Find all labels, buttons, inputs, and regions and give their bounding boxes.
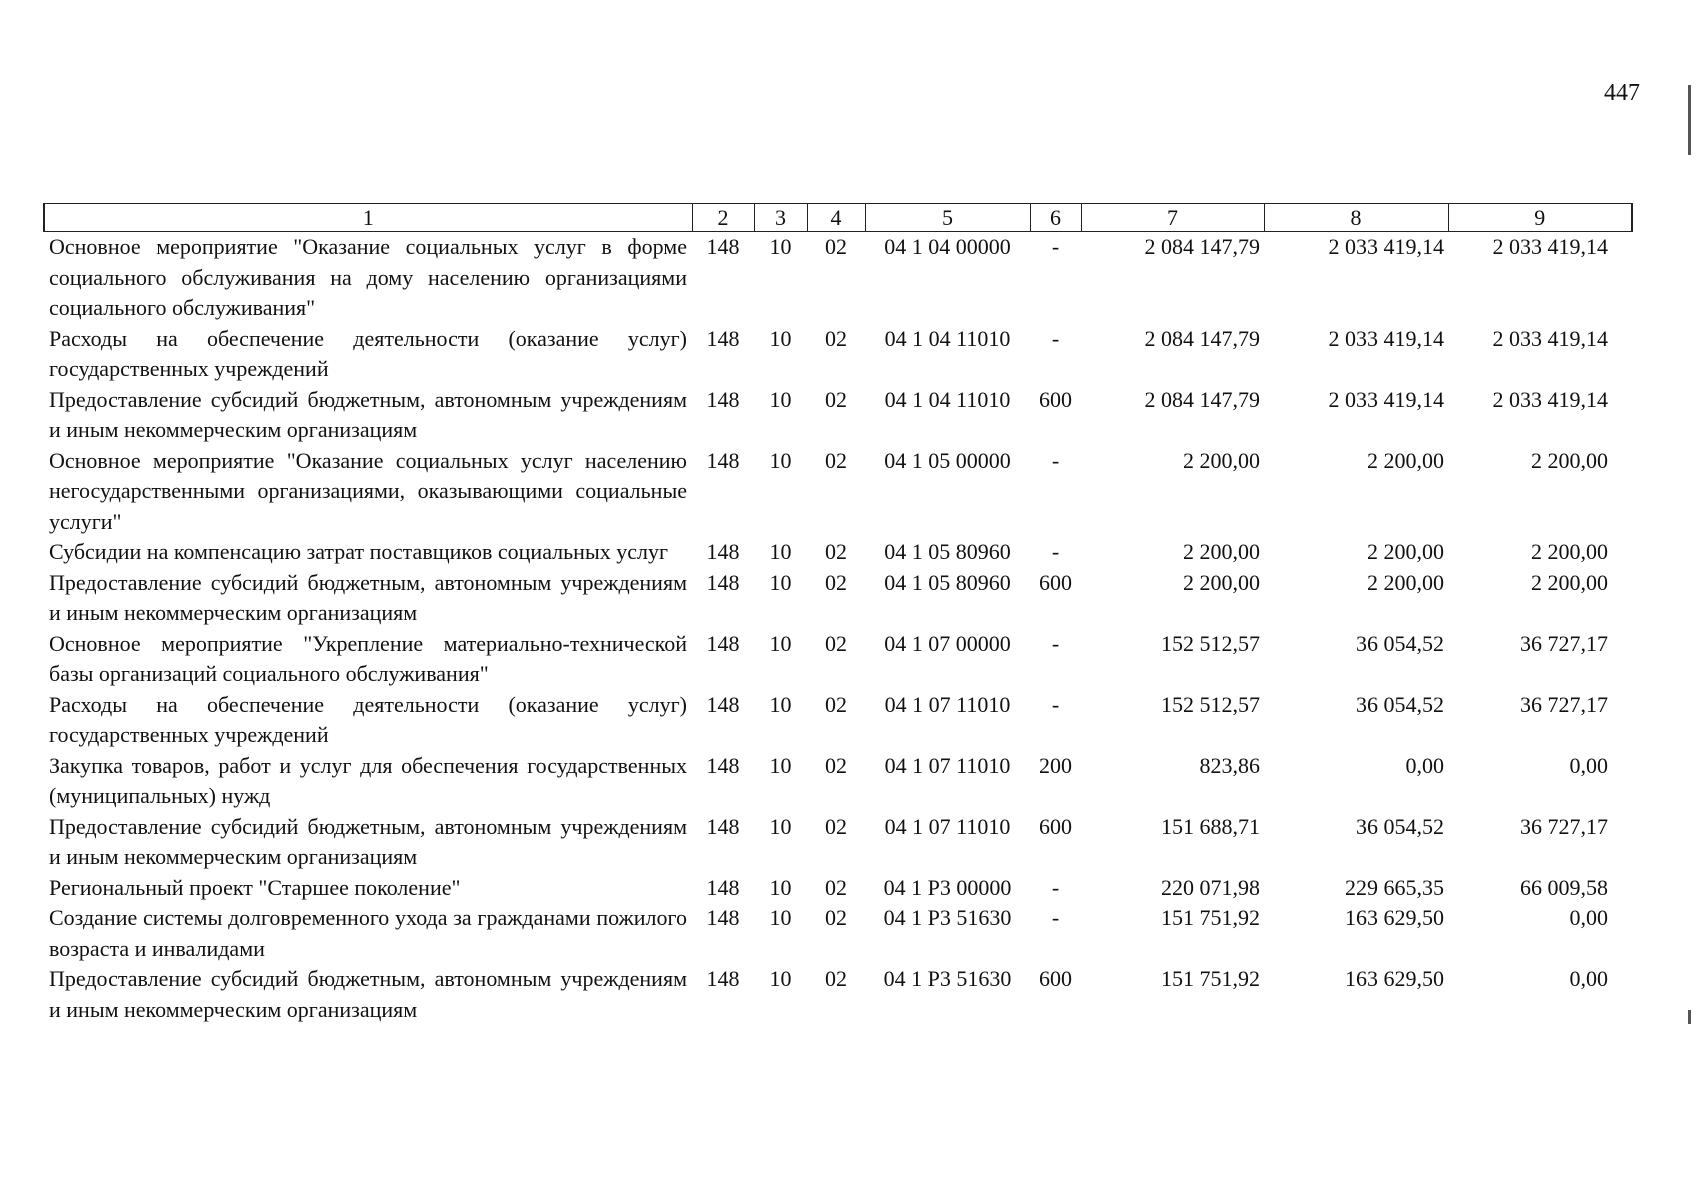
subsection-cell: 02 <box>825 539 847 564</box>
table-row <box>44 812 1632 873</box>
scan-edge-mark <box>1688 1010 1691 1024</box>
description-cell: Расходы на обеспечение деятельности (оказание услуг) государственных учреждений <box>49 691 687 747</box>
amount-cell: 36 054,52 <box>1356 691 1444 717</box>
header-row <box>44 204 1632 232</box>
subsection-cell: 02 <box>825 447 847 473</box>
column-header-5: 5 <box>865 204 1030 232</box>
page-number: 447 <box>1604 80 1640 106</box>
amount-cell: 2 084 147,79 <box>1144 386 1260 412</box>
subsection-cell: 02 <box>825 234 847 259</box>
table-row <box>44 446 1632 538</box>
amount-cell: 2 200,00 <box>1367 539 1444 564</box>
budget-table <box>43 203 1633 1025</box>
amount-cell: 2 033 419,14 <box>1328 386 1444 412</box>
amount-cell: 2 200,00 <box>1367 447 1444 473</box>
description-cell: Расходы на обеспечение деятельности (оказание услуг) государственных учреждений <box>49 325 687 381</box>
subsection-cell: 02 <box>825 325 847 351</box>
expense-type-cell: - <box>1051 630 1060 656</box>
amount-cell: 2 033 419,14 <box>1328 325 1444 351</box>
code-cell: 148 <box>706 905 740 930</box>
description-cell: Региональный проект "Старшее поколение" <box>49 874 461 900</box>
code-cell: 148 <box>706 325 740 351</box>
column-header-1: 1 <box>44 204 692 232</box>
column-header-4: 4 <box>807 204 865 232</box>
amount-cell: 2 033 419,14 <box>1492 234 1608 259</box>
subsection-cell: 02 <box>825 966 847 991</box>
description-cell: Предоставление субсидий бюджетным, автономным учреждениям и иным некоммерческим организациям <box>49 813 687 869</box>
section-cell: 10 <box>769 752 792 778</box>
description-cell: Предоставление субсидий бюджетным, автономным учреждениям и иным некоммерческим организациям <box>49 386 687 442</box>
amount-cell: 36 727,17 <box>1520 630 1608 656</box>
expense-type-cell: - <box>1051 905 1060 930</box>
subsection-cell: 02 <box>825 874 847 900</box>
amount-cell: 2 033 419,14 <box>1492 386 1608 412</box>
column-header-6: 6 <box>1030 204 1081 232</box>
description-cell: Закупка товаров, работ и услуг для обеспечения государственных (муниципальных) нужд <box>49 752 687 808</box>
amount-cell: 229 665,35 <box>1345 874 1444 900</box>
amount-cell: 163 629,50 <box>1345 966 1444 991</box>
code-cell: 148 <box>706 539 740 564</box>
expense-type-cell: - <box>1051 539 1060 564</box>
expense-type-cell: 600 <box>1039 813 1072 839</box>
subsection-cell: 02 <box>825 691 847 717</box>
expense-type-cell: 600 <box>1039 569 1072 595</box>
amount-cell: 2 084 147,79 <box>1144 325 1260 351</box>
amount-cell: 0,00 <box>1569 752 1608 778</box>
code-cell: 148 <box>706 447 740 473</box>
column-header-7: 7 <box>1081 204 1264 232</box>
amount-cell: 0,00 <box>1569 905 1608 930</box>
section-cell: 10 <box>769 234 792 259</box>
section-cell: 10 <box>769 874 792 900</box>
table-row <box>44 568 1632 629</box>
code-cell: 148 <box>706 386 740 412</box>
code-cell: 148 <box>706 752 740 778</box>
expense-type-cell: 600 <box>1039 966 1072 991</box>
target-article-cell: 04 1 05 80960 <box>884 569 1011 595</box>
target-article-cell: 04 1 P3 51630 <box>883 905 1012 930</box>
description-cell: Основное мероприятие "Укрепление материально-технической базы организаций социального обслуживания" <box>49 630 687 686</box>
section-cell: 10 <box>769 386 792 412</box>
table-row <box>44 324 1632 385</box>
amount-cell: 0,00 <box>1569 966 1608 991</box>
target-article-cell: 04 1 P3 00000 <box>883 874 1012 900</box>
amount-cell: 220 071,98 <box>1161 874 1260 900</box>
subsection-cell: 02 <box>825 752 847 778</box>
amount-cell: 2 200,00 <box>1183 569 1260 595</box>
section-cell: 10 <box>769 630 792 656</box>
description-cell: Предоставление субсидий бюджетным, автономным учреждениям и иным некоммерческим организациям <box>49 966 687 1022</box>
table-row <box>44 873 1632 904</box>
column-header-3: 3 <box>754 204 807 232</box>
target-article-cell: 04 1 04 00000 <box>884 234 1011 259</box>
expense-type-cell: 600 <box>1039 386 1072 412</box>
table-row <box>44 232 1632 324</box>
amount-cell: 823,86 <box>1199 752 1260 778</box>
expense-type-cell: - <box>1051 447 1060 473</box>
target-article-cell: 04 1 07 11010 <box>884 691 1011 717</box>
code-cell: 148 <box>706 569 740 595</box>
code-cell: 148 <box>706 874 740 900</box>
subsection-cell: 02 <box>825 905 847 930</box>
table-row <box>44 751 1632 812</box>
subsection-cell: 02 <box>825 630 847 656</box>
table-row <box>44 537 1632 568</box>
table-row <box>44 690 1632 751</box>
amount-cell: 2 200,00 <box>1183 447 1260 473</box>
target-article-cell: 04 1 07 11010 <box>884 813 1011 839</box>
subsection-cell: 02 <box>825 386 847 412</box>
amount-cell: 36 727,17 <box>1520 813 1608 839</box>
section-cell: 10 <box>769 325 792 351</box>
scan-edge-mark <box>1688 85 1691 155</box>
amount-cell: 2 033 419,14 <box>1328 234 1444 259</box>
section-cell: 10 <box>769 905 792 930</box>
amount-cell: 36 054,52 <box>1356 813 1444 839</box>
column-header-2: 2 <box>692 204 754 232</box>
subsection-cell: 02 <box>825 569 847 595</box>
code-cell: 148 <box>706 630 740 656</box>
section-cell: 10 <box>769 569 792 595</box>
amount-cell: 2 200,00 <box>1183 539 1260 564</box>
subsection-cell: 02 <box>825 813 847 839</box>
table-row <box>44 629 1632 690</box>
section-cell: 10 <box>769 813 792 839</box>
section-cell: 10 <box>769 966 792 991</box>
description-cell: Предоставление субсидий бюджетным, автономным учреждениям и иным некоммерческим организациям <box>49 569 687 625</box>
amount-cell: 2 033 419,14 <box>1492 325 1608 351</box>
amount-cell: 2 200,00 <box>1531 447 1608 473</box>
code-cell: 148 <box>706 691 740 717</box>
expense-type-cell: - <box>1051 325 1060 351</box>
description-cell: Основное мероприятие "Оказание социальных услуг населению негосударственными организациями, оказывающими социальные услуги" <box>49 447 687 534</box>
table-row <box>44 385 1632 446</box>
code-cell: 148 <box>706 813 740 839</box>
column-header-9: 9 <box>1448 204 1632 232</box>
expense-type-cell: - <box>1051 874 1060 900</box>
description-cell: Основное мероприятие "Оказание социальных услуг в форме социального обслуживания на дому населению организациями социального обслуживания" <box>49 234 687 320</box>
code-cell: 148 <box>706 966 740 991</box>
amount-cell: 163 629,50 <box>1345 905 1444 930</box>
amount-cell: 2 084 147,79 <box>1144 234 1260 259</box>
description-cell: Создание системы долговременного ухода за гражданами пожилого возраста и инвалидами <box>49 905 687 961</box>
amount-cell: 152 512,57 <box>1161 630 1260 656</box>
expense-type-cell: - <box>1051 691 1060 717</box>
expense-type-cell: - <box>1051 234 1060 259</box>
amount-cell: 66 009,58 <box>1520 874 1608 900</box>
column-header-8: 8 <box>1264 204 1448 232</box>
amount-cell: 152 512,57 <box>1161 691 1260 717</box>
target-article-cell: 04 1 05 00000 <box>884 447 1011 473</box>
target-article-cell: 04 1 05 80960 <box>884 539 1011 564</box>
target-article-cell: 04 1 07 00000 <box>884 630 1011 656</box>
amount-cell: 0,00 <box>1405 752 1444 778</box>
amount-cell: 151 688,71 <box>1161 813 1260 839</box>
amount-cell: 151 751,92 <box>1161 905 1260 930</box>
description-cell: Субсидии на компенсацию затрат поставщиков социальных услуг <box>49 539 668 564</box>
expense-type-cell: 200 <box>1039 752 1072 778</box>
section-cell: 10 <box>769 539 792 564</box>
target-article-cell: 04 1 P3 51630 <box>883 966 1012 991</box>
section-cell: 10 <box>769 447 792 473</box>
amount-cell: 36 727,17 <box>1520 691 1608 717</box>
amount-cell: 2 200,00 <box>1531 569 1608 595</box>
table-row <box>44 964 1632 1025</box>
section-cell: 10 <box>769 691 792 717</box>
target-article-cell: 04 1 04 11010 <box>884 386 1011 412</box>
target-article-cell: 04 1 07 11010 <box>884 752 1011 778</box>
target-article-cell: 04 1 04 11010 <box>884 325 1011 351</box>
table-row <box>44 903 1632 964</box>
code-cell: 148 <box>706 234 740 259</box>
amount-cell: 36 054,52 <box>1356 630 1444 656</box>
amount-cell: 151 751,92 <box>1161 966 1260 991</box>
amount-cell: 2 200,00 <box>1367 569 1444 595</box>
amount-cell: 2 200,00 <box>1531 539 1608 564</box>
